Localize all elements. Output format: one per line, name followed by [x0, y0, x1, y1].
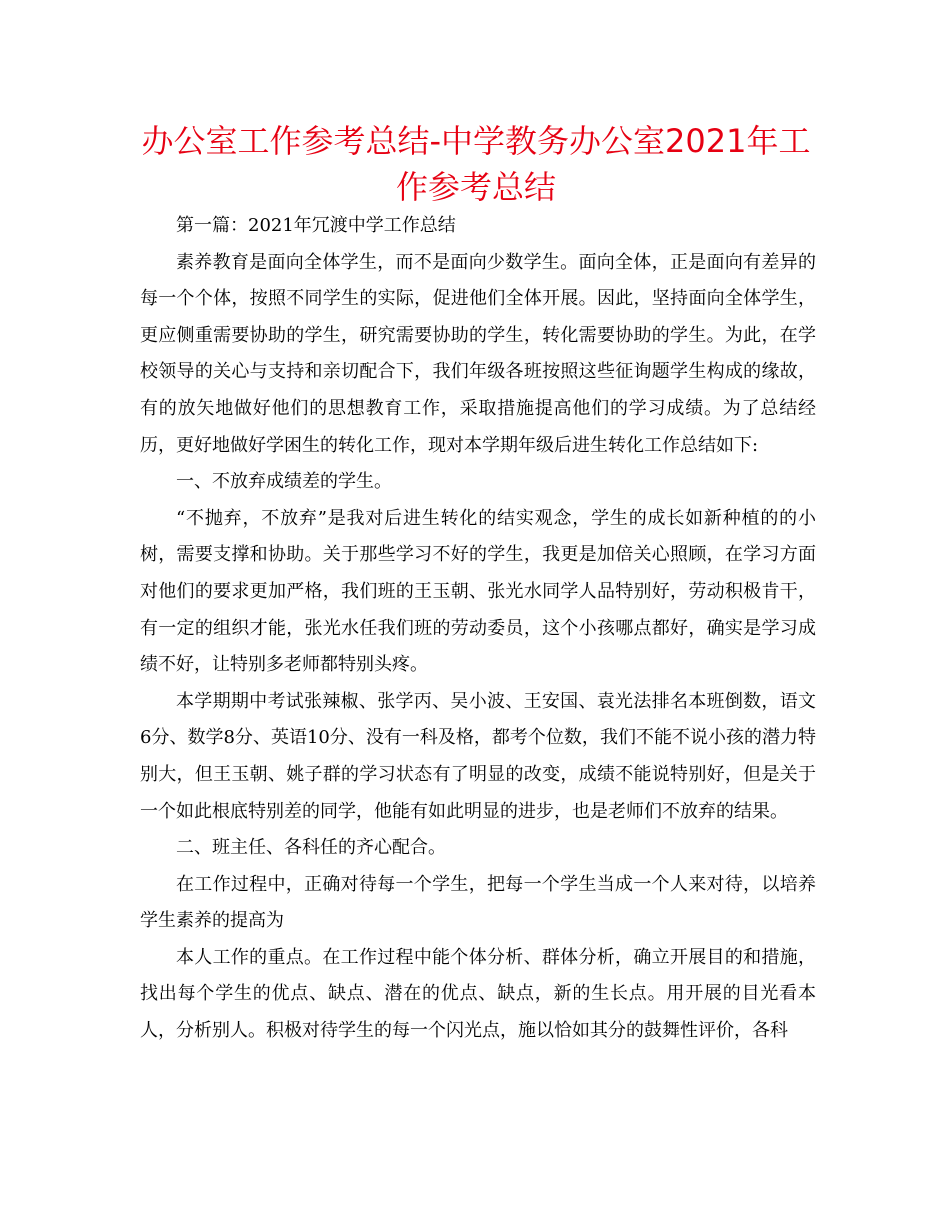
paragraph-subheading: 二、班主任、各科任的齐心配合。 — [176, 837, 446, 859]
paragraph: 本人工作的重点。在工作过程中能个体分析、群体分析，确立开展目的和措施，找出每个学生的优点、缺点、潜在的优点、缺点，新的生长点。用开展的目光看本人，分析别人。积极对待学生的每一个闪光点，施以恰如其分的鼓舞性评价，各科 — [140, 946, 816, 1042]
paragraph-subheading: 一、不放弃成绩差的学生。 — [176, 471, 392, 493]
document-title: 办公室工作参考总结-中学教务办公室2021年工作参考总结 — [141, 122, 811, 206]
paragraph: “不抛弃，不放弃”是我对后进生转化的结实观念，学生的成长如新种植的的小树，需要支撑和协助。关于那些学习不好的学生，我更是加倍关心照顾，在学习方面对他们的要求更加严格，我们班的王玉朝、张光水同学人品特别好，劳动积极肯干，有一定的组织才能，张光水任我们班的劳动委员，这个小孩哪点都好，确实是学习成绩不好，让特别多老师都特别头疼。 — [140, 507, 816, 676]
paragraph: 素养教育是面向全体学生，而不是面向少数学生。面向全体，正是面向有差异的每一个个体，按照不同学生的实际，促进他们全体开展。因此，坚持面向全体学生，更应侧重需要协助的学生，研究需要协助的学生，转化需要协助的学生。为此，在学校领导的关心与支持和亲切配合下，我们年级各班按照这些征询题学生构成的缘故，有的放矢地做好他们的思想教育工作，采取措施提高他们的学习成绩。为了总结经历，更好地做好学困生的转化工作，现对本学期年级后进生转化工作总结如下: — [140, 251, 816, 456]
paragraph: 本学期期中考试张辣椒、张学丙、吴小波、王安国、袁光法排名本班倒数，语文6分、数学8分、英语10分、没有一科及格，都考个位数，我们不能不说小孩的潜力特别大，但王玉朝、姚子群的学习状态有了明显的改变，成绩不能说特别好，但是关于一个如此根底特别差的同学，他能有如此明显的进步，也是老师们不放弃的结果。 — [140, 690, 816, 822]
document-body — [140, 208, 816, 1050]
paragraph-section-heading: 第一篇：2021年冗渡中学工作总结 — [176, 215, 456, 236]
paragraph: 在工作过程中，正确对待每一个学生，把每一个学生当成一个人来对待，以培养学生素养的提高为 — [140, 873, 816, 932]
